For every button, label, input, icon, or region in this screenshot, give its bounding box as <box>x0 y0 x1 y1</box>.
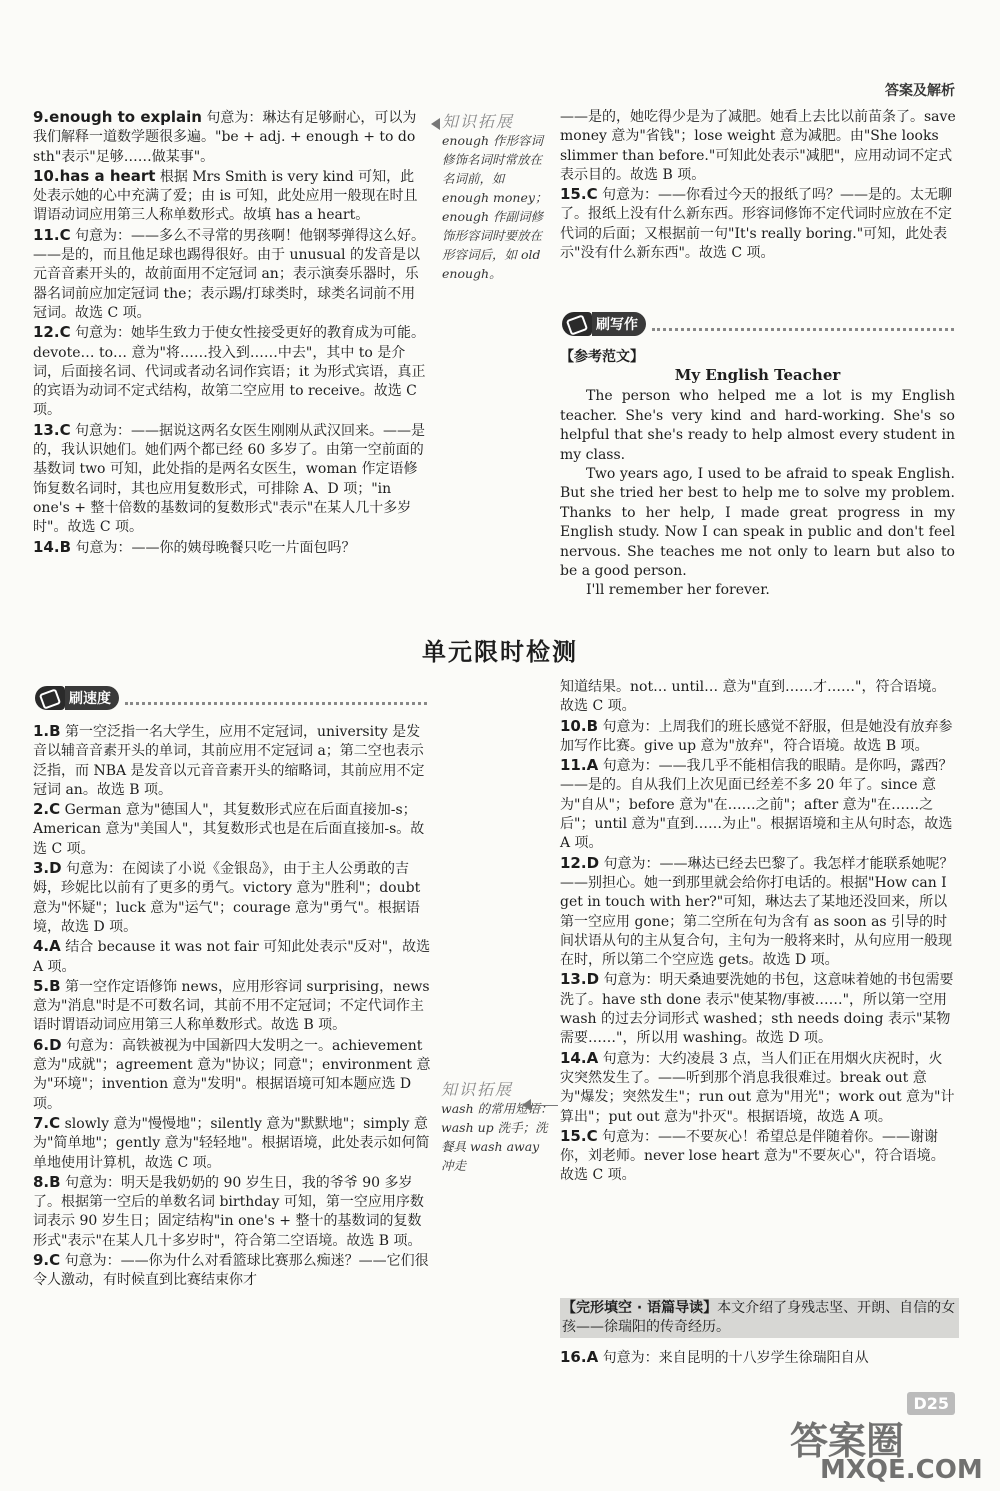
item-explanation: 句意为：高铁被视为中国新四大发明之一。achievement 意为"成就"；agreement 意为"协议；同意"；environment 意为"环境"；invention 意为"发明"。根据语境可知本题应选 D 项。 <box>33 1037 431 1112</box>
answer-item <box>560 717 956 757</box>
writing-badge <box>562 312 954 336</box>
item-explanation: 句意为：来自昆明的十八岁学生徐瑞阳自从 <box>598 1350 869 1366</box>
answer-item <box>560 1049 956 1127</box>
item-answer: C <box>59 323 71 342</box>
item-number: 7. <box>33 1113 50 1132</box>
answer-item <box>560 1127 956 1186</box>
answer-item <box>33 167 428 226</box>
answer-item <box>560 185 956 263</box>
item-answer: C <box>586 1126 598 1145</box>
item-answer: A <box>586 1348 599 1366</box>
item-answer: C <box>59 420 71 439</box>
side-note-knowledge-1 <box>442 112 554 283</box>
item-answer: C <box>586 185 598 204</box>
reading-guide <box>560 1298 959 1338</box>
item-number: 13. <box>33 420 60 439</box>
answer-item <box>33 800 431 859</box>
answer-item <box>560 970 956 1048</box>
page-number: D25 <box>907 1392 955 1415</box>
item-number: 3. <box>33 859 50 878</box>
answer-item <box>33 859 431 937</box>
essay-paragraph: Two years ago, I used to be afraid to speak English. But she tried her best to help me to solve my problem. Thanks to her help, I made great progress in my English study. Now I can speak in public and don't feel nervous. She teaches me not only to learn but also to be a good person. <box>560 466 955 580</box>
item-explanation: 句意为：她毕生致力于使女性接受更好的教育成为可能。devote… to… 意为"将……投入到……中去"，其中 to 是介词，后面接名词、代词或者动名词作宾语；it 为形式宾语，真正的宾语为动词不定式结构，故第二空应用 to receive。故选 C 项。 <box>33 325 426 419</box>
writing-badge-label: 刷写作 <box>592 312 646 336</box>
item-number: 6. <box>33 1035 50 1054</box>
answer-item <box>33 226 428 323</box>
last-item <box>560 1348 956 1368</box>
item-explanation: 句意为：琳达有足够耐心，可以为我们解释一道数学题很多遍。"be + adj. + enough + to do sth"表示"足够……做某事"。 <box>33 110 417 165</box>
pencil-icon <box>35 686 65 710</box>
item-number: 12. <box>560 853 587 872</box>
side-note-arrow <box>522 1099 531 1111</box>
side-note-title: 知识拓展 <box>441 1080 514 1099</box>
answer-item <box>33 1251 431 1291</box>
side-note-arrow <box>431 118 440 130</box>
section-title: 单元限时检测 <box>422 638 578 666</box>
item-explanation: 根据 Mrs Smith is very kind 可知，此处表示她的心中充满了爱；由 is 可知，此处应用一般现在时且谓语动词应用第三人称单数形式。故填 has a heart。 <box>33 168 418 224</box>
answer-item <box>33 1173 431 1251</box>
reading-guide-text: 本文介绍了身残志坚、开朗、自信的女孩——徐瑞阳的传奇经历。 <box>562 1300 956 1335</box>
item-number: 15. <box>560 1126 587 1145</box>
item-explanation: ——是的，她吃得少是为了减肥。她看上去比以前苗条了。save money 意为"省钱"；lose weight 意为减肥。由"She looks slimmer than before."可知此处表示"减肥"，应用动词不定式表示目的。故选 B 项。 <box>560 109 956 183</box>
item-number: 12. <box>33 323 60 342</box>
item-number: 14. <box>33 537 60 556</box>
right-bottom-column <box>560 678 956 1186</box>
side-note-knowledge-2 <box>441 1080 553 1175</box>
item-explanation: 句意为：——不要灰心！希望总是伴随着你。——谢谢你，刘老师。never lose heart 意为"不要灰心"，符合语境。故选 C 项。 <box>560 1128 945 1184</box>
answer-item <box>33 1114 431 1173</box>
side-note-text: wash 的常用短语：wash up 洗手；洗餐具 wash away 冲走 <box>441 1101 553 1173</box>
left-bottom-column <box>33 722 431 1291</box>
reference-label: 【参考范文】 <box>560 349 644 365</box>
item-number: 14. <box>560 1048 587 1067</box>
item-number: 5. <box>33 976 50 995</box>
essay-title: My English Teacher <box>674 366 841 384</box>
model-essay <box>560 366 955 601</box>
pencil-icon <box>562 312 592 336</box>
item-answer: enough to explain <box>49 108 202 126</box>
item-explanation: 句意为：——你的姨母晚餐只吃一片面包吗？ <box>71 539 356 556</box>
item-answer: B <box>59 537 72 556</box>
item-explanation: 第一空作定语修饰 news，应用形容词 surprising，news 意为"消息"时是不可数名词，其前不用不定冠词；不定代词作主语时谓语动词应用第三人称单数形式。故选 B 项。 <box>33 978 430 1034</box>
answer-item <box>33 977 431 1036</box>
watermark-url: MXQE.COM <box>820 1455 983 1485</box>
item-answer: C <box>59 225 71 244</box>
answer-item <box>560 678 956 717</box>
item-explanation: 结合 because it was not fair 可知此处表示"反对"，故选 A 项。 <box>33 939 431 975</box>
answer-item <box>33 538 428 558</box>
side-note-pointer-line <box>530 1105 558 1106</box>
dotted-divider <box>125 692 427 705</box>
item-number: 13. <box>560 970 587 989</box>
item-number: 1. <box>33 722 50 740</box>
answer-item <box>33 937 431 977</box>
item-explanation: 句意为：大约凌晨 3 点，当人们正在用烟火庆祝时，火灾突然发生了。——听到那个消息我很难过。break out 意为"爆发；突然发生"；run out 意为"用光"；work out 意为"计算出"；put out 意为"扑灭"。根据语境，故选 A 项。 <box>560 1050 955 1125</box>
answer-item <box>560 756 956 853</box>
item-answer: has a heart <box>59 166 156 185</box>
item-explanation: 知道结果。not… until… 意为"直到……才……"，符合语境。故选 C 项。 <box>560 679 946 715</box>
item-number: 16. <box>560 1348 587 1366</box>
item-number: 9. <box>33 1251 50 1270</box>
item-number: 15. <box>560 185 587 204</box>
item-number: 11. <box>560 756 587 775</box>
item-explanation: 句意为：——你为什么对看篮球比赛那么痴迷？——它们很令人激动，有时候直到比赛结束你才 <box>33 1253 429 1289</box>
answer-item <box>560 108 956 185</box>
item-answer: C <box>49 1251 61 1270</box>
item-explanation: 句意为：——琳达已经去巴黎了。我怎样才能联系她呢？——别担心。她一到那里就会给你打电话的。根据"How can I get in touch with her?"可知，琳达去了某地还没回来，所以第一空应用 gone；第二空所在句为含有 as soon as 引导的时间状语从句的主从复合句，主句为一般将来时，从句应用一般现在时，所以第二个空应选 gets。故选 D 项。 <box>560 855 954 969</box>
item-explanation: 第一空泛指一名大学生，应用不定冠词，university 是发音以辅音音素开头的单词，其前应用不定冠词 a；第二空也表示泛指，而 NBA 是发音以元音音素开头的缩略词，其前应用不定冠词 an。故选 B 项。 <box>33 724 425 798</box>
item-number: 4. <box>33 937 50 956</box>
item-answer: B <box>49 722 61 740</box>
speed-badge <box>35 686 427 710</box>
item-answer: C <box>49 800 61 819</box>
item-answer: A <box>49 937 61 956</box>
answer-item <box>33 323 428 420</box>
item-answer: A <box>586 756 599 775</box>
essay-paragraph: The person who helped me a lot is my English teacher. She's very kind and hard-working. She's so helpful that she's ready to help almost every student in my class. <box>560 388 955 463</box>
item-explanation: 句意为：明天是我奶奶的 90 岁生日，我的爷爷 90 多岁了。根据第一空后的单数名词 birthday 可知，第一空应用序数词表示 90 岁生日；固定结构"in one's + 整十的基数词的复数形式"表示"在某人几十多岁时"，符合第二空语境。故选 B 项。 <box>33 1174 424 1249</box>
item-number: 10. <box>560 716 587 735</box>
item-number: 11. <box>33 225 60 244</box>
item-answer: D <box>586 853 600 872</box>
item-explanation: 句意为：——我几乎不能相信我的眼睛。是你吗，露西？——是的。自从我们上次见面已经差不多 20 年了。since 意为"自从"；before 意为"在……之前"；after 意为"在……之后"；until 意为"直到……为止"。根据语境和主从句时态，故选 A 项。 <box>560 758 953 852</box>
item-number: 9. <box>33 108 50 126</box>
essay-paragraph: I'll remember her forever. <box>586 582 770 599</box>
answer-item <box>560 854 956 971</box>
left-top-column <box>33 108 428 558</box>
item-explanation: slowly 意为"慢慢地"；silently 意为"默默地"；simply 意为"简单地"；gently 意为"轻轻地"。根据语境，此处表示如何简单地使用计算机，故选 C 项。 <box>33 1115 430 1171</box>
item-explanation: 句意为：上周我们的班长感觉不舒服，但是她没有放弃参加写作比赛。give up 意为"放弃"，符合语境。故选 B 项。 <box>560 718 953 754</box>
item-answer: C <box>49 1113 61 1132</box>
answer-item <box>33 108 428 167</box>
item-explanation: German 意为"德国人"，其复数形式应在后面直接加-s；American 意为"美国人"，其复数形式也是在后面直接加-s。故选 C 项。 <box>33 802 425 857</box>
right-top-column <box>560 108 956 263</box>
item-answer: D <box>49 859 62 878</box>
item-answer: A <box>586 1048 599 1067</box>
answer-item <box>33 421 428 538</box>
item-answer: D <box>49 1035 62 1054</box>
item-explanation: 句意为：在阅读了小说《金银岛》，由于主人公勇敢的吉姆，珍妮比以前有了更多的勇气。victory 意为"胜利"；doubt 意为"怀疑"；luck 意为"运气"；courage 意为"勇气"。根据语境，故选 D 项。 <box>33 861 421 935</box>
page-header: 答案及解析 <box>885 83 955 99</box>
side-note-text: enough 作形容词修饰名词时常放在名词前，如 enough money；enough 作副词修饰形容词时要放在形容词后，如 old enough。 <box>442 133 548 281</box>
answer-item <box>33 1036 431 1114</box>
item-explanation: 句意为：——多么不寻常的男孩啊！他钢琴弹得这么好。——是的，而且他足球也踢得很好。由于 unusual 的发音是以元音音素开头的，故前面用不定冠词 an；表示演奏乐器时，乐器名词前应加定冠词 the；表示踢/打球类时，球类名词前不用冠词。故选 C 项。 <box>33 227 426 321</box>
item-answer: B <box>49 976 61 995</box>
item-number: 10. <box>33 166 60 185</box>
item-number: 2. <box>33 800 50 819</box>
speed-badge-label: 刷速度 <box>65 686 119 710</box>
answer-item <box>33 722 431 800</box>
side-note-title: 知识拓展 <box>442 112 515 131</box>
item-explanation: 句意为：——你看过今天的报纸了吗？——是的。太无聊了。报纸上没有什么新东西。形容词修饰不定代词时应放在不定代词的后面；又根据前一句"It's really boring."可知，此处表示"没有什么新东西"。故选 C 项。 <box>560 187 953 262</box>
item-explanation: 句意为：——据说这两名女医生刚刚从武汉回来。——是的，我认识她们。她们两个都已经 60 多岁了。由第一空前面的基数词 two 可知，此处指的是两名女医生，woman 作定语修饰复数名词时，其也应用复数形式，可排除 A、D 项；"in one's + 整十倍数的基数词的复数形式"表示"在某人几十多岁时"。故选 C 项。 <box>33 422 426 536</box>
item-answer: B <box>49 1172 61 1191</box>
item-answer: B <box>586 716 599 735</box>
watermark-logo: 答案圈 <box>790 1419 905 1463</box>
item-number: 8. <box>33 1172 50 1191</box>
dotted-divider <box>652 318 954 331</box>
reading-guide-label: 【完形填空 · 语篇导读】 <box>562 1300 718 1316</box>
item-explanation: 句意为：明天桑迪要洗她的书包，这意味着她的书包需要洗了。have sth done 表示"使某物/事被……"，所以第一空用 wash 的过去分词形式 washed；sth needs doing 表示"某物需要……"，所以用 washing。故选 D 项。 <box>560 972 954 1047</box>
item-answer: D <box>586 970 600 989</box>
